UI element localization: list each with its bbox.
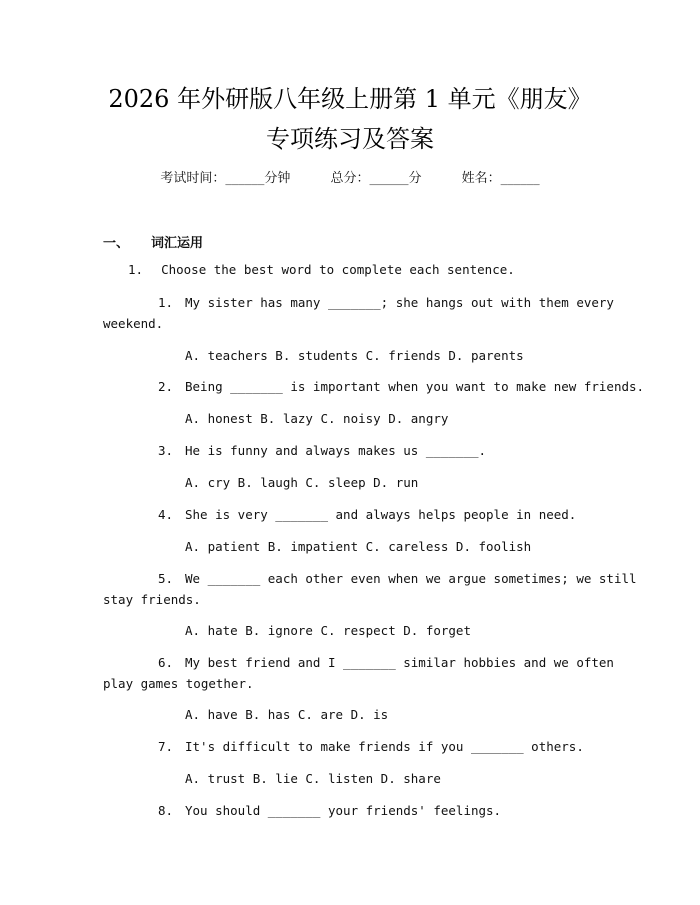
- question-text: My best friend and I _______ similar hobbies and we often: [185, 655, 614, 670]
- question-5-options: A. hate B. ignore C. respect D. forget: [185, 623, 471, 638]
- document-subtitle: 专项练习及答案: [266, 125, 434, 153]
- question-7-options: A. trust B. lie C. listen D. share: [185, 771, 441, 786]
- question-text: Being _______ is important when you want to make new friends.: [185, 379, 645, 394]
- question-4-options: A. patient B. impatient C. careless D. foolish: [185, 539, 532, 554]
- question-text: We _______ each other even when we argue sometimes; we still: [185, 571, 637, 586]
- question-5: [158, 570, 637, 588]
- question-2-options: A. honest B. lazy C. noisy D. angry: [185, 411, 449, 426]
- instruction-text: Choose the best word to complete each sentence.: [161, 262, 515, 277]
- section-title: 词汇运用: [151, 236, 204, 251]
- question-7: [158, 738, 584, 756]
- question-text: My sister has many _______; she hangs out with them every: [185, 295, 614, 310]
- section-number: 一、: [103, 236, 130, 251]
- question-1-options: A. teachers B. students C. friends D. parents: [185, 348, 524, 363]
- question-6-options: A. have B. has C. are D. is: [185, 707, 389, 722]
- question-number: 6.: [158, 655, 174, 670]
- question-5-continuation: stay friends.: [103, 592, 201, 607]
- question-6: [158, 654, 614, 672]
- question-1-continuation: weekend.: [103, 316, 164, 331]
- question-text: She is very _______ and always helps people in need.: [185, 507, 577, 522]
- exam-time: 考试时间：______分钟: [160, 171, 291, 186]
- document-title: 2026 年外研版八年级上册第 1 单元《朋友》: [108, 85, 592, 113]
- question-text: You should _______ your friends' feelings.: [185, 803, 502, 818]
- exam-total-score: 总分：______分: [330, 171, 422, 186]
- question-number: 1.: [158, 295, 174, 310]
- question-4: [158, 506, 576, 524]
- question-number: 3.: [158, 443, 174, 458]
- question-3-options: A. cry B. laugh C. sleep D. run: [185, 475, 419, 490]
- exam-name: 姓名：______: [461, 171, 540, 186]
- question-text: It's difficult to make friends if you _______ others.: [185, 739, 584, 754]
- question-number: 7.: [158, 739, 174, 754]
- question-number: 8.: [158, 803, 174, 818]
- section-heading: [103, 232, 203, 251]
- question-text: He is funny and always makes us _______.: [185, 443, 487, 458]
- instruction: [128, 262, 515, 277]
- question-6-continuation: play games together.: [103, 676, 254, 691]
- exam-info: [0, 170, 700, 188]
- instruction-number: 1.: [128, 262, 144, 277]
- question-2: [158, 378, 644, 396]
- question-8: [158, 802, 501, 820]
- question-number: 2.: [158, 379, 174, 394]
- question-1: [158, 294, 614, 312]
- question-number: 5.: [158, 571, 174, 586]
- question-3: [158, 442, 486, 460]
- question-number: 4.: [158, 507, 174, 522]
